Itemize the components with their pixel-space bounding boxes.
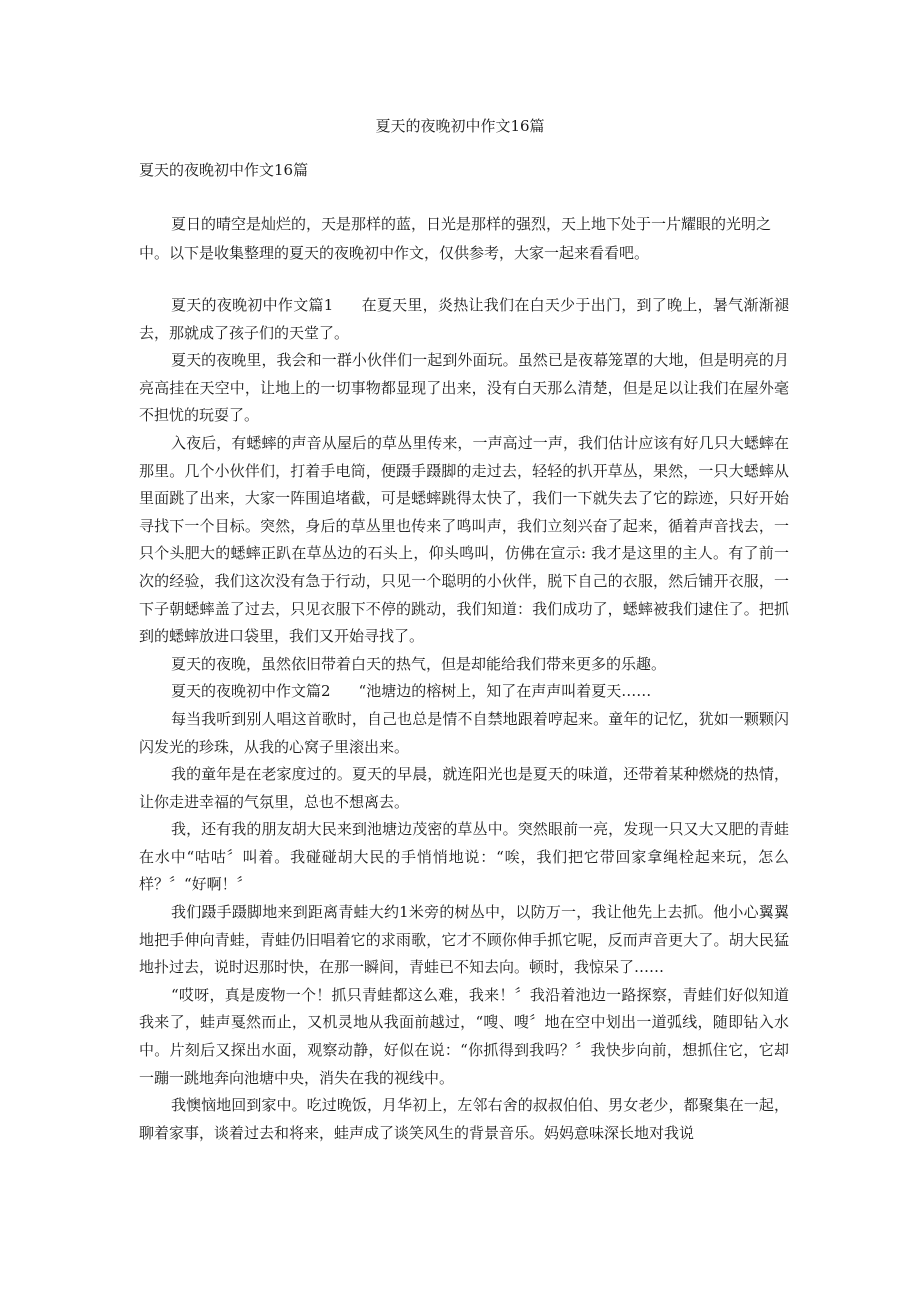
intro-paragraph: 夏日的晴空是灿烂的，天是那样的蓝，日光是那样的强烈，天上地下处于一片耀眼的光明之中。以下是收集整理的夏天的夜晚初中作文，仅供参考，大家一起来看看吧。	[139, 215, 772, 262]
paragraph	[139, 347, 789, 430]
paragraph-text: 每当我听到别人唱这首歌时，自己也总是情不自禁地跟着哼起来。童年的记忆，犹如一颗颗闪闪发光的珍珠，从我的心窝子里滚出来。	[139, 709, 789, 756]
paragraph	[139, 1092, 789, 1147]
paragraph-text: 我们蹑手蹑脚地来到距离青蛙大约1米旁的树丛中，以防万一，我让他先上去抓。他小心翼翼地把手伸向青蛙，青蛙仍旧唱着它的求雨歌，它才不顾你伸手抓它呢，反而声音更大了。胡大民猛地扑过去，说时迟那时快，在那一瞬间，青蛙已不知去向。顿时，我惊呆了……	[139, 903, 789, 977]
essay-heading: 夏天的夜晚初中作文篇1	[171, 296, 334, 314]
paragraph	[139, 982, 789, 1092]
paragraph	[139, 678, 789, 706]
paragraph	[139, 430, 789, 651]
paragraph	[139, 816, 789, 899]
paragraph-text: 我的童年是在老家度过的。夏天的早晨，就连阳光也是夏天的味道，还带着某种燃烧的热情，让你走进幸福的气氛里，总也不想离去。	[139, 765, 789, 811]
paragraph	[139, 292, 789, 347]
essay-heading: 夏天的夜晚初中作文篇2	[171, 682, 331, 701]
paragraph-text: 夏天的夜晚，虽然依旧带着白天的热气，但是却能给我们带来更多的乐趣。	[171, 654, 667, 673]
paragraph	[139, 761, 789, 816]
paragraph-text: 我懊恼地回到家中。吃过晚饭，月华初上，左邻右舍的叔叔伯伯、男女老少，都聚集在一起，聊着家事，谈着过去和将来，蛙声成了谈笑风生的背景音乐。妈妈意味深长地对我说	[139, 1096, 789, 1142]
paragraph-text: 在夏天里，炎热让我们在白天少于出门，到了晚上，暑气渐渐褪去，那就成了孩子们的天堂了。	[139, 296, 789, 342]
article-body	[139, 292, 789, 1147]
paragraph	[139, 651, 789, 679]
paragraph-text: “哎呀，真是废物一个！抓只青蛙都这么难，我来！〞我沿着池边一路探察，青蛙们好似知道我来了，蛙声戛然而止，又机灵地从我面前越过，“嗖、嗖〞地在空中划出一道弧线，随即钻入水中。片刻后又探出水面，观察动静，好似在说：“你抓得到我吗？〞我快步向前，想抓住它，它却一蹦一跳地奔向池塘中央，消失在我的视线中。	[139, 985, 789, 1087]
document-subtitle: 夏天的夜晚初中作文16篇	[139, 161, 309, 179]
document-title: 夏天的夜晚初中作文16篇	[375, 117, 545, 135]
paragraph-text: 入夜后，有蟋蟀的声音从屋后的草丛里传来，一声高过一声，我们估计应该有好几只大蟋蟀在那里。几个小伙伴们，打着手电筒，便蹑手蹑脚的走过去，轻轻的扒开草丛，果然，一只大蟋蟀从里面跳了出来，大家一阵围追堵截，可是蟋蟀跳得太快了，我们一下就失去了它的踪迹，只好开始寻找下一个目标。突然，身后的草丛里也传来了鸣叫声，我们立刻兴奋了起来，循着声音找去，一只个头肥大的蟋蟀正趴在草丛边的石头上，仰头鸣叫，仿佛在宣示: 我才是这里的主人。有了前一次的经验，我们这次没有急于行动，只见一个聪明的小伙伴，脱下自己的衣服，然后铺开衣服，一下子朝蟋蟀盖了过去，只见衣服下不停的跳动，我们知道：我们成功了，蟋蟀被我们逮住了。把抓到的蟋蟀放进口袋里，我们又开始寻找了。	[139, 433, 789, 646]
paragraph	[139, 706, 789, 761]
paragraph-text: “池塘边的榕树上，知了在声声叫着夏天……	[358, 682, 652, 701]
paragraph	[139, 899, 789, 982]
paragraph-text: 夏天的夜晚里，我会和一群小伙伴们一起到外面玩。虽然已是夜幕笼罩的大地，但是明亮的月亮高挂在天空中，让地上的一切事物都显现了出来，没有白天那么清楚，但是足以让我们在屋外毫不担忧的玩耍了。	[139, 351, 789, 425]
paragraph-text: 我，还有我的朋友胡大民来到池塘边茂密的草丛中。突然眼前一亮，发现一只又大又肥的青蛙在水中“咕咕〞叫着。我碰碰胡大民的手悄悄地说：“唉，我们把它带回家拿绳栓起来玩，怎么样？〞“好啊！〞	[139, 820, 789, 894]
